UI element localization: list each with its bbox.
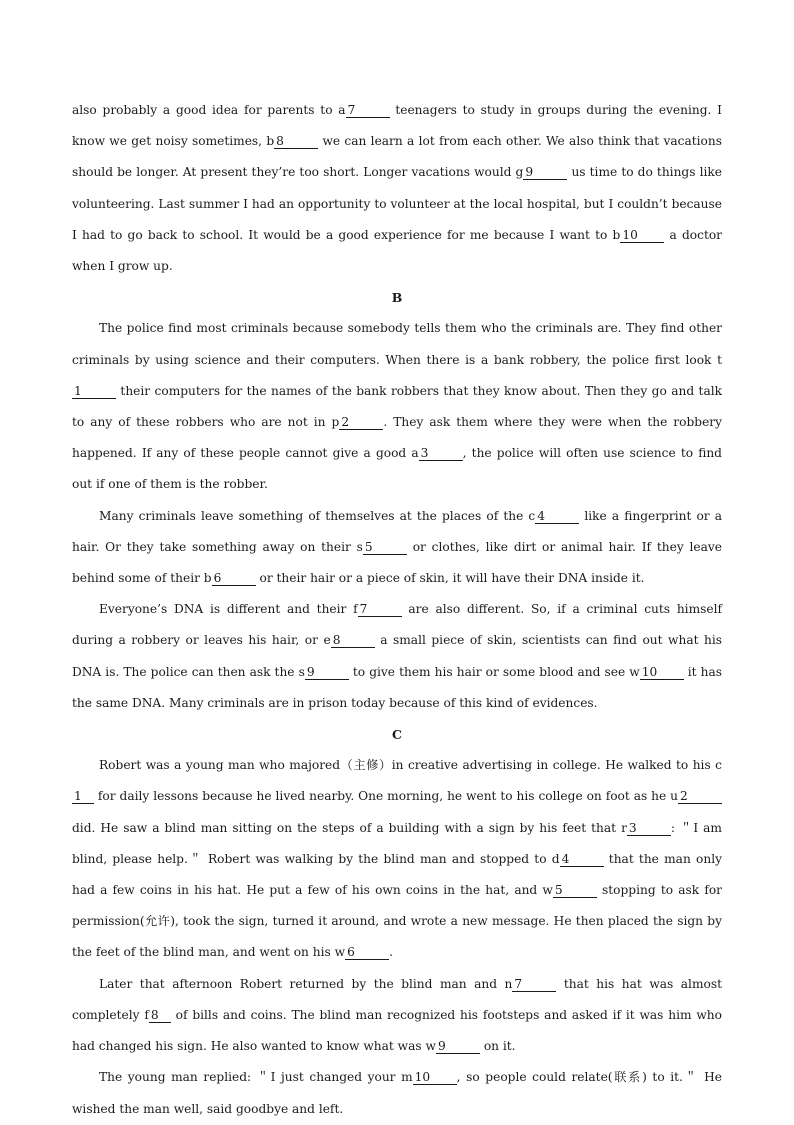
text-run: or clothes, like dirt or animal hair. If they leave behind some of their b [72,539,722,586]
blank-3: 3 [627,821,671,836]
blank-4: 4 [535,509,579,524]
text-run: a small piece of skin, scientists can find out what his DNA is. The police can then ask the s [72,633,722,679]
blank-3: 3 [419,446,463,461]
blank-7: 7 [358,602,402,617]
text-run: Later that afternoon Robert returned by the blind man and n [99,976,513,991]
text-run: Everyone’s DNA is different and their f [99,602,358,617]
blank-8: 8 [149,1008,171,1023]
document-page [72,95,722,1125]
blank-10: 10 [640,665,684,680]
blank-9: 9 [436,1039,480,1054]
passage-c-paragraph-1 [72,750,722,968]
blank-6: 6 [212,571,256,586]
text-run: The police find most criminals because somebody tells them who the criminals are. They find other criminals by using science and their computers. When there is a bank robbery, the police first look t [72,321,722,367]
blank-8: 8 [331,633,375,648]
text-run: it has the same DNA. Many criminals are in prison today because of this kind of evidences. [72,664,723,710]
passage-c-paragraph-2 [72,969,722,1063]
text-run: did. He saw a blind man sitting on the steps of a building with a sign by his feet that r [72,820,627,835]
passage-c-paragraph-3 [72,1062,722,1124]
text-run: . [389,945,393,960]
text-run: also probably a good idea for parents to a [72,103,346,117]
passage-b-paragraph-3 [72,594,722,719]
text-run: a doctor when I grow up. [72,227,723,274]
text-run: on it. [479,1039,516,1054]
blank-5: 5 [363,540,407,555]
passage-a-paragraph [72,95,722,282]
text-run: that the man only had a few coins in his hat. He put a few of his own coins in the hat, and w [72,851,722,898]
text-run: we can learn a lot from each other. We also think that vacations should be longer. At present they’re too short. Longer vacations would g [72,134,722,180]
blank-5: 5 [553,883,597,898]
text-run: like a fingerprint or a hair. Or they take something away on their s [72,508,723,554]
blank-10: 10 [620,228,664,243]
blank-9: 9 [305,665,349,680]
blank-9: 9 [523,165,567,180]
text-run: The young man replied: ＂I just changed your m [99,1070,413,1085]
text-run: , so people could relate(联系) to it.＂ He wished the man well, said goodbye and left. [72,1070,722,1116]
text-run: to give them his hair or some blood and see w [348,664,640,679]
text-run: or their hair or a piece of skin, it will have their DNA inside it. [255,571,645,586]
blank-6: 6 [345,945,389,960]
text-run: that his hat was almost completely f [72,976,722,1022]
text-run: their computers for the names of the bank robbers that they know about. Then they go and talk to any of these robbers who are not in p [72,383,722,430]
text-run: us time to do things like volunteering. Last summer I had an opportunity to volunteer at the local hospital, but I couldn’t because I had to go back to school. It would be a good experience for me because I want to b [72,165,722,242]
text-run: . They ask them where they were when the robbery happened. If any of these people cannot give a good a [72,415,723,461]
blank-7: 7 [512,977,556,992]
text-run: of bills and coins. The blind man recognized his footsteps and asked if it was him who had changed his sign. He also wanted to know what was w [72,1007,722,1054]
blank-2: 2 [678,789,722,804]
blank-2: 2 [339,415,383,430]
section-heading-b: B [391,290,403,306]
passage-b-paragraph-2 [72,501,722,595]
section-heading-c: C [392,727,402,743]
blank-8: 8 [274,134,318,149]
text-run: : ＂I am blind, please help.＂ Robert was walking by the blind man and stopped to d [72,820,722,866]
text-run: for daily lessons because he lived nearby. One morning, he went to his college on foot as he u [94,789,678,804]
blank-1: 1 [72,384,116,399]
passage-b-paragraph-1 [72,313,722,500]
blank-1: 1 [72,789,94,804]
text-run: stopping to ask for permission(允许), took the sign, turned it around, and wrote a new message. He then placed the sign by the feet of the blind man, and went on his w [72,883,722,960]
text-run: , the police will often use science to find out if one of them is the robber. [72,446,722,492]
blank-4: 4 [560,852,604,867]
text-run: Robert was a young man who majored（主修）in creative advertising in college. He walked to his c [99,758,722,773]
text-run: teenagers to study in groups during the evening. I know we get noisy sometimes, b [72,103,722,149]
blank-7: 7 [346,103,390,118]
text-run: Many criminals leave something of themselves at the places of the c [99,508,536,523]
blank-10: 10 [413,1070,457,1085]
text-run: are also different. So, if a criminal cuts himself during a robbery or leaves his hair, or e [72,602,722,648]
